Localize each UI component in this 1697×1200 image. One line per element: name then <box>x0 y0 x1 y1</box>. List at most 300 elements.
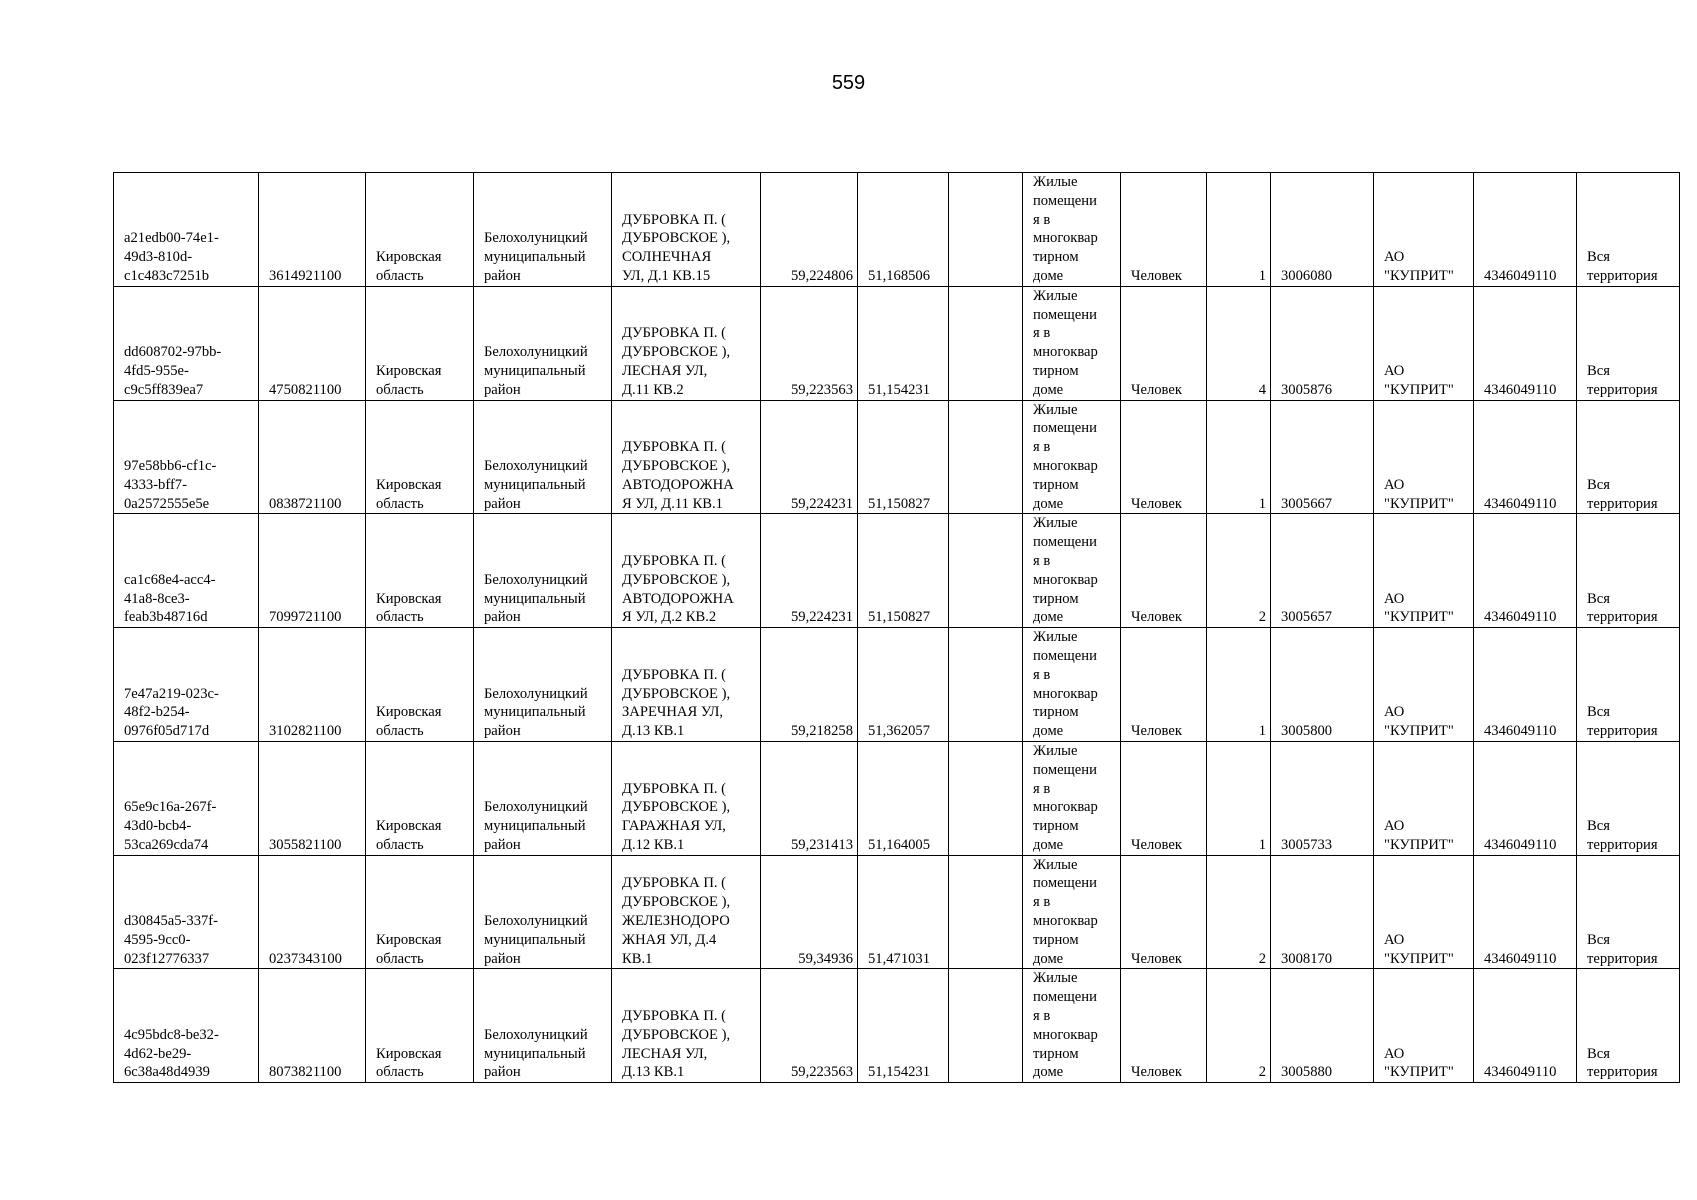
cell-id <box>114 286 259 400</box>
cell-premises-type-line: я в <box>1033 439 1051 456</box>
cell-district-line: муниципальный <box>484 362 586 379</box>
cell-id-line: 48f2-b254- <box>124 704 190 721</box>
cell-id <box>114 969 259 1083</box>
table-row <box>114 286 1680 400</box>
cell-district <box>474 400 612 514</box>
cell-empty <box>949 628 1023 742</box>
cell-region-line: область <box>376 950 424 967</box>
cell-longitude: 51,154231 <box>858 286 949 400</box>
cell-longitude: 51,471031 <box>858 855 949 969</box>
cell-organization-line: АО <box>1384 362 1405 379</box>
cell-district-line: муниципальный <box>484 476 586 493</box>
cell-organization <box>1374 741 1474 855</box>
cell-district-line: район <box>484 950 521 967</box>
cell-unit: Человек <box>1121 514 1207 628</box>
cell-address-line: ДУБРОВСКОЕ ), <box>622 571 731 588</box>
cell-premises-type-line: доме <box>1033 495 1064 512</box>
cell-organization <box>1374 855 1474 969</box>
cell-region <box>366 286 474 400</box>
cell-premises-type-line: помещени <box>1033 420 1097 437</box>
cell-id-line: c1c483c7251b <box>124 267 210 284</box>
cell-address <box>612 741 761 855</box>
cell-unit: Человек <box>1121 400 1207 514</box>
cell-longitude: 51,362057 <box>858 628 949 742</box>
cell-premises-type-line: помещени <box>1033 875 1097 892</box>
cell-code: 3102821100 <box>259 628 366 742</box>
cell-premises-type-line: доме <box>1033 723 1064 740</box>
cell-premises-type-line: помещени <box>1033 192 1097 209</box>
cell-address-line: ГАРАЖНАЯ УЛ, <box>622 818 726 835</box>
cell-inn: 4346049110 <box>1474 741 1577 855</box>
cell-id <box>114 173 259 287</box>
cell-inn: 4346049110 <box>1474 286 1577 400</box>
cell-id <box>114 855 259 969</box>
cell-inn: 4346049110 <box>1474 173 1577 287</box>
cell-address <box>612 400 761 514</box>
cell-address-line: СОЛНЕЧНАЯ <box>622 249 712 266</box>
cell-count: 4 <box>1207 286 1271 400</box>
cell-territory-line: территория <box>1587 950 1658 967</box>
cell-organization-line: "КУПРИТ" <box>1384 381 1454 398</box>
cell-premises-type-line: помещени <box>1033 989 1097 1006</box>
cell-id-line: ca1c68e4-acc4- <box>124 571 216 588</box>
cell-id-line: a21edb00-74e1- <box>124 230 219 247</box>
cell-region <box>366 514 474 628</box>
cell-territory <box>1577 514 1680 628</box>
cell-region-line: область <box>376 381 424 398</box>
table-row <box>114 400 1680 514</box>
cell-territory-line: Вся <box>1587 476 1610 493</box>
cell-district-line: Белохолуницкий <box>484 571 588 588</box>
cell-region-line: Кировская <box>376 1045 442 1062</box>
cell-premises-type-line: многоквар <box>1033 571 1098 588</box>
cell-territory-line: Вся <box>1587 818 1610 835</box>
cell-account: 3005657 <box>1271 514 1374 628</box>
cell-empty <box>949 969 1023 1083</box>
cell-longitude: 51,150827 <box>858 514 949 628</box>
cell-territory-line: территория <box>1587 495 1658 512</box>
cell-region <box>366 855 474 969</box>
cell-address-line: УЛ, Д.1 КВ.15 <box>622 267 711 284</box>
cell-premises-type-line: доме <box>1033 950 1064 967</box>
cell-id <box>114 514 259 628</box>
cell-territory-line: территория <box>1587 723 1658 740</box>
cell-region-line: Кировская <box>376 818 442 835</box>
cell-premises-type <box>1023 628 1121 742</box>
cell-inn: 4346049110 <box>1474 969 1577 1083</box>
cell-region-line: Кировская <box>376 476 442 493</box>
cell-territory-line: Вся <box>1587 1045 1610 1062</box>
cell-premises-type <box>1023 286 1121 400</box>
cell-premises-type-line: тирном <box>1033 476 1079 493</box>
cell-premises-type-line: Жилые <box>1033 970 1078 987</box>
cell-id-line: 65e9c16a-267f- <box>124 799 217 816</box>
cell-district-line: Белохолуницкий <box>484 1026 588 1043</box>
cell-code: 3614921100 <box>259 173 366 287</box>
cell-premises-type-line: доме <box>1033 609 1064 626</box>
cell-address-line: ДУБРОВКА П. ( <box>622 552 727 569</box>
cell-premises-type-line: многоквар <box>1033 344 1098 361</box>
table-row <box>114 514 1680 628</box>
cell-premises-type-line: многоквар <box>1033 230 1098 247</box>
cell-organization-line: "КУПРИТ" <box>1384 723 1454 740</box>
cell-latitude: 59,223563 <box>761 969 858 1083</box>
cell-premises-type-line: тирном <box>1033 818 1079 835</box>
cell-organization-line: "КУПРИТ" <box>1384 950 1454 967</box>
cell-address-line: Я УЛ, Д.2 КВ.2 <box>622 609 717 626</box>
cell-address-line: ДУБРОВКА П. ( <box>622 1008 727 1025</box>
cell-territory <box>1577 173 1680 287</box>
cell-premises-type-line: помещени <box>1033 534 1097 551</box>
cell-district-line: муниципальный <box>484 249 586 266</box>
cell-premises-type-line: я в <box>1033 211 1051 228</box>
cell-premises-type-line: Жилые <box>1033 401 1078 418</box>
cell-count: 2 <box>1207 969 1271 1083</box>
table-row <box>114 628 1680 742</box>
cell-district-line: Белохолуницкий <box>484 799 588 816</box>
cell-organization <box>1374 969 1474 1083</box>
cell-id-line: c9c5ff839ea7 <box>124 381 204 398</box>
cell-account: 3008170 <box>1271 855 1374 969</box>
cell-id-line: 53ca269cda74 <box>124 836 209 853</box>
cell-code: 4750821100 <box>259 286 366 400</box>
cell-district-line: муниципальный <box>484 1045 586 1062</box>
registry-table <box>113 172 1680 1083</box>
cell-organization-line: "КУПРИТ" <box>1384 267 1454 284</box>
cell-longitude: 51,154231 <box>858 969 949 1083</box>
cell-organization-line: "КУПРИТ" <box>1384 495 1454 512</box>
cell-inn: 4346049110 <box>1474 400 1577 514</box>
cell-id-line: 4c95bdc8-be32- <box>124 1026 219 1043</box>
cell-district-line: район <box>484 495 521 512</box>
cell-district-line: Белохолуницкий <box>484 685 588 702</box>
cell-count: 2 <box>1207 514 1271 628</box>
cell-district-line: район <box>484 836 521 853</box>
cell-premises-type-line: доме <box>1033 836 1064 853</box>
cell-id-line: feab3b48716d <box>124 609 208 626</box>
cell-premises-type-line: Жилые <box>1033 856 1078 873</box>
cell-organization-line: АО <box>1384 704 1405 721</box>
cell-address-line: ДУБРОВСКОЕ ), <box>622 894 731 911</box>
cell-id-line: 4d62-be29- <box>124 1045 192 1062</box>
cell-region-line: Кировская <box>376 931 442 948</box>
cell-address-line: КВ.1 <box>622 950 653 967</box>
cell-address-line: Д.12 КВ.1 <box>622 836 685 853</box>
cell-count: 2 <box>1207 855 1271 969</box>
cell-district-line: муниципальный <box>484 931 586 948</box>
cell-address-line: ЗАРЕЧНАЯ УЛ, <box>622 704 724 721</box>
cell-region <box>366 173 474 287</box>
cell-territory <box>1577 286 1680 400</box>
cell-id-line: 0976f05d717d <box>124 723 210 740</box>
cell-territory <box>1577 969 1680 1083</box>
cell-district <box>474 514 612 628</box>
cell-organization-line: АО <box>1384 590 1405 607</box>
table-row <box>114 741 1680 855</box>
cell-address-line: ДУБРОВСКОЕ ), <box>622 1026 731 1043</box>
cell-address <box>612 514 761 628</box>
cell-latitude: 59,224231 <box>761 400 858 514</box>
cell-premises-type-line: помещени <box>1033 647 1097 664</box>
cell-address-line: ЖНАЯ УЛ, Д.4 <box>622 931 717 948</box>
cell-district-line: район <box>484 609 521 626</box>
cell-organization <box>1374 173 1474 287</box>
cell-count: 1 <box>1207 173 1271 287</box>
cell-longitude: 51,168506 <box>858 173 949 287</box>
cell-premises-type-line: Жилые <box>1033 174 1078 190</box>
cell-region-line: область <box>376 1064 424 1081</box>
cell-organization-line: "КУПРИТ" <box>1384 1064 1454 1081</box>
cell-id <box>114 741 259 855</box>
cell-address-line: ДУБРОВКА П. ( <box>622 780 727 797</box>
cell-region-line: Кировская <box>376 249 442 266</box>
cell-id <box>114 400 259 514</box>
cell-premises-type-line: Жилые <box>1033 515 1078 532</box>
cell-territory-line: территория <box>1587 609 1658 626</box>
cell-account: 3005876 <box>1271 286 1374 400</box>
cell-district <box>474 741 612 855</box>
cell-territory <box>1577 741 1680 855</box>
cell-count: 1 <box>1207 400 1271 514</box>
cell-empty <box>949 173 1023 287</box>
cell-id <box>114 628 259 742</box>
cell-region-line: область <box>376 267 424 284</box>
cell-premises-type-line: доме <box>1033 267 1064 284</box>
cell-address-line: ЛЕСНАЯ УЛ, <box>622 362 708 379</box>
cell-code: 7099721100 <box>259 514 366 628</box>
cell-premises-type-line: тирном <box>1033 590 1079 607</box>
cell-premises-type-line: тирном <box>1033 362 1079 379</box>
cell-premises-type-line: многоквар <box>1033 913 1098 930</box>
cell-region-line: Кировская <box>376 704 442 721</box>
cell-territory-line: территория <box>1587 1064 1658 1081</box>
table-row <box>114 855 1680 969</box>
cell-organization-line: АО <box>1384 1045 1405 1062</box>
cell-territory-line: Вся <box>1587 590 1610 607</box>
cell-region-line: область <box>376 723 424 740</box>
cell-organization-line: АО <box>1384 931 1405 948</box>
cell-district-line: Белохолуницкий <box>484 457 588 474</box>
cell-district-line: Белохолуницкий <box>484 344 588 361</box>
cell-address-line: Д.13 КВ.1 <box>622 723 685 740</box>
cell-district-line: муниципальный <box>484 704 586 721</box>
cell-premises-type-line: доме <box>1033 381 1064 398</box>
cell-premises-type-line: я в <box>1033 1008 1051 1025</box>
cell-organization <box>1374 514 1474 628</box>
cell-premises-type-line: доме <box>1033 1064 1064 1081</box>
cell-district-line: район <box>484 381 521 398</box>
cell-district-line: Белохолуницкий <box>484 913 588 930</box>
cell-unit: Человек <box>1121 741 1207 855</box>
registry-table-body <box>114 173 1680 1083</box>
cell-region-line: область <box>376 609 424 626</box>
cell-region <box>366 741 474 855</box>
cell-id-line: 4fd5-955e- <box>124 362 189 379</box>
cell-organization-line: "КУПРИТ" <box>1384 836 1454 853</box>
cell-premises-type <box>1023 969 1121 1083</box>
cell-region <box>366 400 474 514</box>
cell-district <box>474 286 612 400</box>
cell-territory-line: Вся <box>1587 704 1610 721</box>
cell-address-line: АВТОДОРОЖНА <box>622 590 734 607</box>
cell-address-line: Д.13 КВ.1 <box>622 1064 685 1081</box>
cell-account: 3005880 <box>1271 969 1374 1083</box>
cell-empty <box>949 741 1023 855</box>
cell-premises-type-line: тирном <box>1033 1045 1079 1062</box>
cell-district-line: муниципальный <box>484 818 586 835</box>
cell-address-line: ДУБРОВКА П. ( <box>622 325 727 342</box>
cell-unit: Человек <box>1121 628 1207 742</box>
cell-premises-type-line: многоквар <box>1033 457 1098 474</box>
cell-territory-line: Вся <box>1587 931 1610 948</box>
cell-premises-type-line: тирном <box>1033 704 1079 721</box>
cell-id-line: 41a8-8ce3- <box>124 590 190 607</box>
cell-premises-type <box>1023 400 1121 514</box>
cell-code: 8073821100 <box>259 969 366 1083</box>
cell-premises-type-line: я в <box>1033 325 1051 342</box>
cell-address-line: ЖЕЛЕЗНОДОРО <box>622 913 730 930</box>
cell-district <box>474 969 612 1083</box>
cell-id-line: 97e58bb6-cf1c- <box>124 457 217 474</box>
cell-organization-line: АО <box>1384 249 1405 266</box>
cell-account: 3006080 <box>1271 173 1374 287</box>
cell-district-line: Белохолуницкий <box>484 230 588 247</box>
cell-latitude: 59,231413 <box>761 741 858 855</box>
cell-address <box>612 969 761 1083</box>
cell-id-line: 4595-9cc0- <box>124 931 191 948</box>
cell-premises-type-line: я в <box>1033 780 1051 797</box>
cell-id-line: d30845a5-337f- <box>124 913 219 930</box>
cell-premises-type-line: помещени <box>1033 306 1097 323</box>
cell-longitude: 51,164005 <box>858 741 949 855</box>
cell-premises-type-line: тирном <box>1033 249 1079 266</box>
cell-unit: Человек <box>1121 855 1207 969</box>
cell-premises-type-line: многоквар <box>1033 799 1098 816</box>
cell-address-line: ДУБРОВСКОЕ ), <box>622 230 731 247</box>
cell-inn: 4346049110 <box>1474 628 1577 742</box>
cell-unit: Человек <box>1121 286 1207 400</box>
cell-empty <box>949 514 1023 628</box>
cell-district <box>474 628 612 742</box>
cell-latitude: 59,34936 <box>761 855 858 969</box>
cell-id-line: 49d3-810d- <box>124 249 193 266</box>
cell-district-line: район <box>484 267 521 284</box>
cell-code: 3055821100 <box>259 741 366 855</box>
table-row <box>114 969 1680 1083</box>
cell-territory <box>1577 855 1680 969</box>
cell-account: 3005733 <box>1271 741 1374 855</box>
cell-region-line: область <box>376 495 424 512</box>
cell-address-line: ДУБРОВКА П. ( <box>622 439 727 456</box>
cell-district-line: муниципальный <box>484 590 586 607</box>
cell-address <box>612 173 761 287</box>
cell-address-line: ЛЕСНАЯ УЛ, <box>622 1045 708 1062</box>
cell-id-line: 0a2572555e5e <box>124 495 210 512</box>
cell-organization-line: "КУПРИТ" <box>1384 609 1454 626</box>
cell-id-line: dd608702-97bb- <box>124 344 222 361</box>
cell-premises-type <box>1023 741 1121 855</box>
page-number: 559 <box>831 72 866 94</box>
cell-id-line: 4333-bff7- <box>124 476 187 493</box>
cell-address-line: Д.11 КВ.2 <box>622 381 684 398</box>
cell-id-line: 7e47a219-023c- <box>124 685 219 702</box>
cell-count: 1 <box>1207 628 1271 742</box>
cell-territory-line: Вся <box>1587 362 1610 379</box>
cell-unit: Человек <box>1121 173 1207 287</box>
cell-empty <box>949 400 1023 514</box>
cell-organization <box>1374 400 1474 514</box>
cell-territory-line: территория <box>1587 267 1658 284</box>
cell-territory-line: территория <box>1587 836 1658 853</box>
cell-organization-line: АО <box>1384 476 1405 493</box>
table-row <box>114 173 1680 287</box>
cell-address-line: ДУБРОВКА П. ( <box>622 875 727 892</box>
cell-territory <box>1577 400 1680 514</box>
cell-address <box>612 628 761 742</box>
cell-id-line: 43d0-bcb4- <box>124 818 192 835</box>
cell-address-line: Я УЛ, Д.11 КВ.1 <box>622 495 723 512</box>
cell-district-line: район <box>484 1064 521 1081</box>
cell-territory-line: территория <box>1587 381 1658 398</box>
cell-premises-type-line: тирном <box>1033 931 1079 948</box>
cell-district <box>474 855 612 969</box>
cell-inn: 4346049110 <box>1474 855 1577 969</box>
cell-address-line: ДУБРОВСКОЕ ), <box>622 457 731 474</box>
cell-premises-type-line: Жилые <box>1033 287 1078 304</box>
cell-region <box>366 969 474 1083</box>
cell-account: 3005800 <box>1271 628 1374 742</box>
cell-id-line: 023f12776337 <box>124 950 210 967</box>
cell-district-line: район <box>484 723 521 740</box>
cell-premises-type <box>1023 855 1121 969</box>
cell-region-line: Кировская <box>376 362 442 379</box>
cell-premises-type-line: я в <box>1033 666 1051 683</box>
cell-unit: Человек <box>1121 969 1207 1083</box>
cell-premises-type-line: Жилые <box>1033 742 1078 759</box>
cell-address-line: ДУБРОВКА П. ( <box>622 666 727 683</box>
cell-premises-type-line: многоквар <box>1033 1026 1098 1043</box>
cell-latitude: 59,218258 <box>761 628 858 742</box>
cell-region-line: Кировская <box>376 590 442 607</box>
cell-address <box>612 855 761 969</box>
cell-address <box>612 286 761 400</box>
cell-region <box>366 628 474 742</box>
cell-empty <box>949 286 1023 400</box>
cell-latitude: 59,223563 <box>761 286 858 400</box>
cell-premises-type-line: Жилые <box>1033 629 1078 646</box>
cell-premises-type-line: помещени <box>1033 761 1097 778</box>
cell-organization <box>1374 286 1474 400</box>
cell-account: 3005667 <box>1271 400 1374 514</box>
cell-territory <box>1577 628 1680 742</box>
cell-address-line: ДУБРОВСКОЕ ), <box>622 799 731 816</box>
cell-empty <box>949 855 1023 969</box>
cell-region-line: область <box>376 836 424 853</box>
cell-address-line: ДУБРОВСКОЕ ), <box>622 685 731 702</box>
cell-premises-type <box>1023 173 1121 287</box>
cell-code: 0838721100 <box>259 400 366 514</box>
cell-organization <box>1374 628 1474 742</box>
cell-organization-line: АО <box>1384 818 1405 835</box>
cell-premises-type <box>1023 514 1121 628</box>
cell-latitude: 59,224806 <box>761 173 858 287</box>
cell-longitude: 51,150827 <box>858 400 949 514</box>
cell-premises-type-line: многоквар <box>1033 685 1098 702</box>
cell-premises-type-line: я в <box>1033 552 1051 569</box>
cell-id-line: 6c38a48d4939 <box>124 1064 210 1081</box>
cell-premises-type-line: я в <box>1033 894 1051 911</box>
cell-count: 1 <box>1207 741 1271 855</box>
